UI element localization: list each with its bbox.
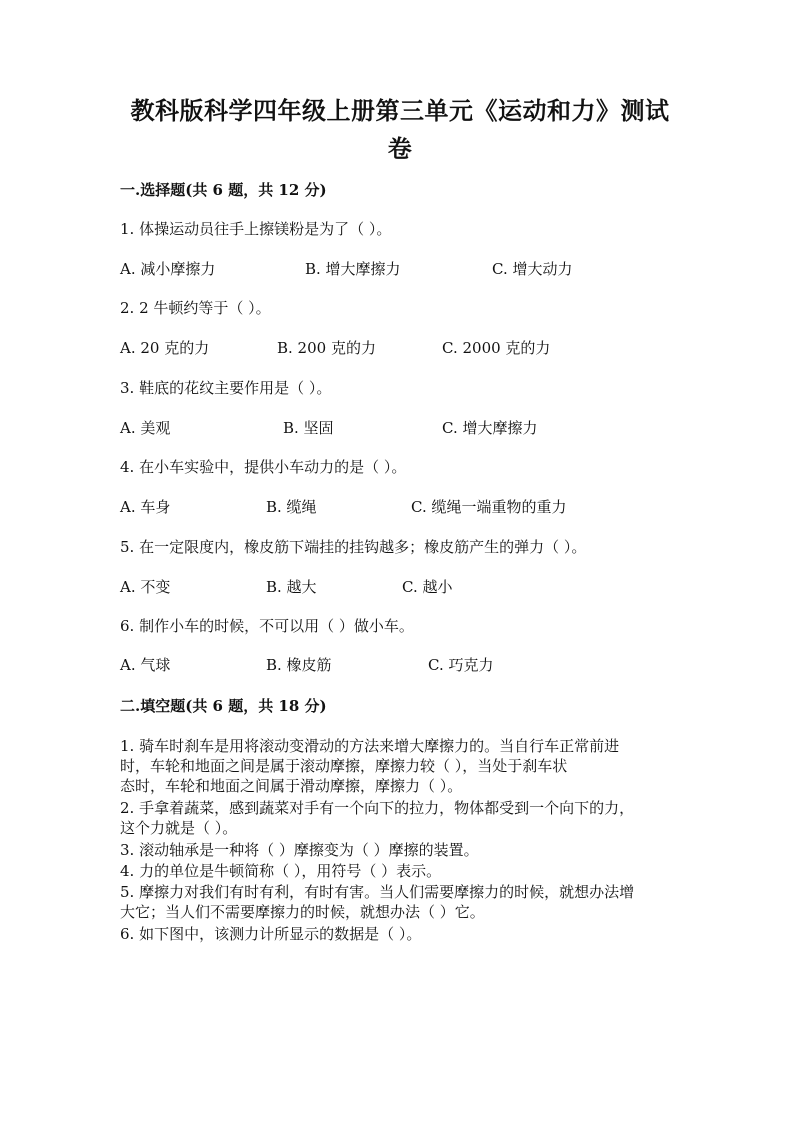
title-line-2: 卷 (387, 134, 413, 163)
question-2: 2. 2 牛顿约等于（ ）。 (120, 299, 271, 317)
fill-2-line-1: 2. 手拿着蔬菜，感到蔬菜对手有一个向下的拉力，物体都受到一个向下的力， (120, 799, 635, 817)
q6-option-a: A. 气球 (120, 656, 171, 674)
q2-option-a: A. 20 克的力 (120, 339, 210, 357)
fill-in-item-5 (120, 882, 685, 922)
q1-option-a: A. 减小摩擦力 (120, 260, 216, 278)
q5-option-c: C. 越小 (402, 578, 453, 596)
question-4: 4. 在小车实验中，提供小车动力的是（ ）。 (120, 458, 407, 476)
fill-5-line-2: 大它；当人们不需要摩擦力的时候，就想办法（ ）它。 (120, 903, 485, 921)
q6-option-c: C. 巧克力 (428, 656, 494, 674)
question-5: 5. 在一定限度内，橡皮筋下端挂的挂钩越多；橡皮筋产生的弹力（ ）。 (120, 538, 587, 556)
q6-option-b: B. 橡皮筋 (266, 656, 332, 674)
q3-option-a: A. 美观 (120, 419, 171, 437)
fill-1-line-1: 1. 骑车时刹车是用将滚动变滑动的方法来增大摩擦力的。当自行车正常前进 (120, 737, 620, 755)
fill-in-item-1 (120, 736, 685, 796)
document-title (120, 92, 680, 168)
section-heading-multiple-choice: 一.选择题(共 6 题，共 12 分) (120, 181, 327, 199)
fill-1-line-3: 态时，车轮和地面之间属于滑动摩擦，摩擦力（ ）。 (120, 777, 463, 795)
fill-in-item-4 (120, 861, 685, 881)
q4-option-c: C. 缆绳一端重物的重力 (411, 498, 567, 516)
q4-option-b: B. 缆绳 (266, 498, 317, 516)
fill-1-line-2: 时，车轮和地面之间是属于滚动摩擦，摩擦力较（ ），当处于刹车状 (120, 757, 568, 775)
question-3: 3. 鞋底的花纹主要作用是（ ）。 (120, 379, 332, 397)
fill-5-line-1: 5. 摩擦力对我们有时有利，有时有害。当人们需要摩擦力的时候，就想办法增 (120, 883, 635, 901)
q5-option-a: A. 不变 (120, 578, 171, 596)
title-line-1: 教科版科学四年级上册第三单元《运动和力》测试 (130, 96, 670, 125)
q2-option-c: C. 2000 克的力 (442, 339, 551, 357)
fill-6-line-1: 6. 如下图中，该测力计所显示的数据是（ ）。 (120, 925, 422, 943)
q4-option-a: A. 车身 (120, 498, 171, 516)
fill-4-line-1: 4. 力的单位是牛顿简称（ ），用符号（ ）表示。 (120, 862, 442, 880)
fill-in-item-6 (120, 924, 685, 944)
q1-option-c: C. 增大动力 (492, 260, 573, 278)
section-heading-fill-in: 二.填空题(共 6 题，共 18 分) (120, 697, 327, 715)
q3-option-b: B. 坚固 (283, 419, 334, 437)
fill-in-item-2 (120, 798, 685, 838)
q1-option-b: B. 增大摩擦力 (305, 260, 401, 278)
question-6: 6. 制作小车的时候，不可以用（ ）做小车。 (120, 617, 414, 635)
q2-option-b: B. 200 克的力 (277, 339, 376, 357)
question-1: 1. 体操运动员往手上擦镁粉是为了（ ）。 (120, 220, 392, 238)
q5-option-b: B. 越大 (266, 578, 317, 596)
fill-3-line-1: 3. 滚动轴承是一种将（ ）摩擦变为（ ）摩擦的装置。 (120, 841, 479, 859)
fill-2-line-2: 这个力就是（ ）。 (120, 819, 238, 837)
q3-option-c: C. 增大摩擦力 (442, 419, 538, 437)
fill-in-item-3 (120, 840, 685, 860)
